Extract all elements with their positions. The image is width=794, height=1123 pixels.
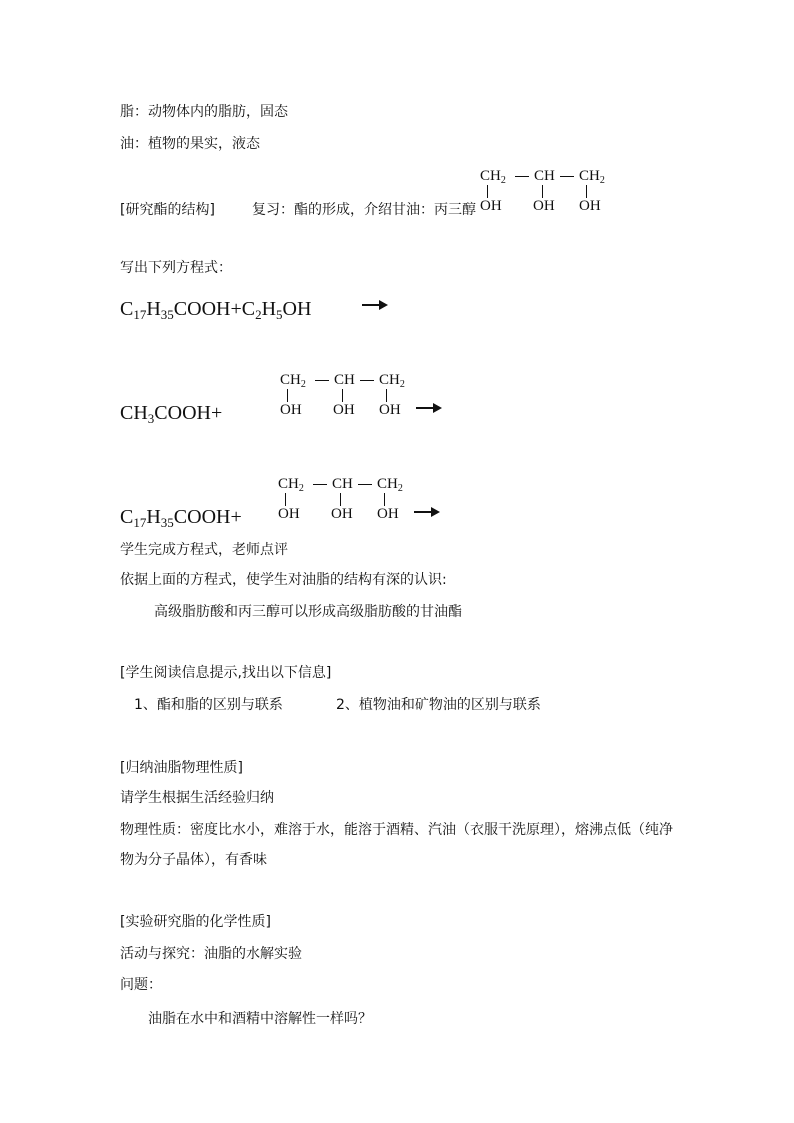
reaction-arrow-2 [416, 407, 440, 409]
equation-1: $C_{17}H_{35}COOH+C_2H_5OH$ [120, 298, 312, 322]
glycerol-structure: $CH_2$ CH $CH_2$ OH OH OH [280, 372, 405, 418]
students-complete-text: 学生完成方程式，老师点评 [120, 542, 288, 558]
based-on-text: 依据上面的方程式，使学生对油脂的结构有深的认识: [120, 572, 447, 588]
study-structure-heading: [研究酯的结构] [120, 202, 215, 218]
oil-definition: 油：植物的果实，液态 [120, 136, 260, 152]
physical-properties-text: 物理性质：密度比水小，难溶于水，能溶于酒精、汽油（衣服干洗原理），熔沸点低（纯净 [120, 822, 673, 838]
chemical-properties-heading: [实验研究脂的化学性质] [120, 914, 271, 930]
question-text: 油脂在水中和酒精中溶解性一样吗？ [148, 1011, 372, 1027]
glycerol-structure: $CH_2$ CH $CH_2$ OH OH OH [278, 476, 403, 522]
question-label: 问题： [120, 977, 162, 993]
info-item-1: 1、酯和脂的区别与联系 [134, 697, 283, 713]
fat-definition: 脂：动物体内的脂肪，固态 [120, 104, 288, 120]
physical-properties-heading: [归纳油脂物理性质] [120, 760, 243, 776]
equation-2: $CH_3COOH+$ [120, 402, 223, 426]
reading-prompt-heading: [学生阅读信息提示,找出以下信息] [120, 665, 332, 681]
equation-3: $C_{17}H_{35}COOH+$ [120, 506, 242, 530]
reaction-arrow-3 [414, 511, 438, 513]
write-equations-prompt: 写出下列方程式： [120, 260, 232, 276]
physical-ask-text: 请学生根据生活经验归纳 [120, 790, 274, 806]
glycerol-structure: $CH_2$ CH $CH_2$ OH OH OH [480, 168, 605, 214]
physical-properties-text-cont: 物为分子晶体），有香味 [120, 852, 267, 868]
info-item-2: 2、植物油和矿物油的区别与联系 [336, 697, 541, 713]
conclusion-text: 高级脂肪酸和丙三醇可以形成高级脂肪酸的甘油酯 [154, 604, 462, 620]
reaction-arrow-1 [362, 304, 386, 306]
review-text: 复习：酯的形成，介绍甘油：丙三醇 [252, 202, 476, 218]
activity-text: 活动与探究：油脂的水解实验 [120, 946, 302, 962]
